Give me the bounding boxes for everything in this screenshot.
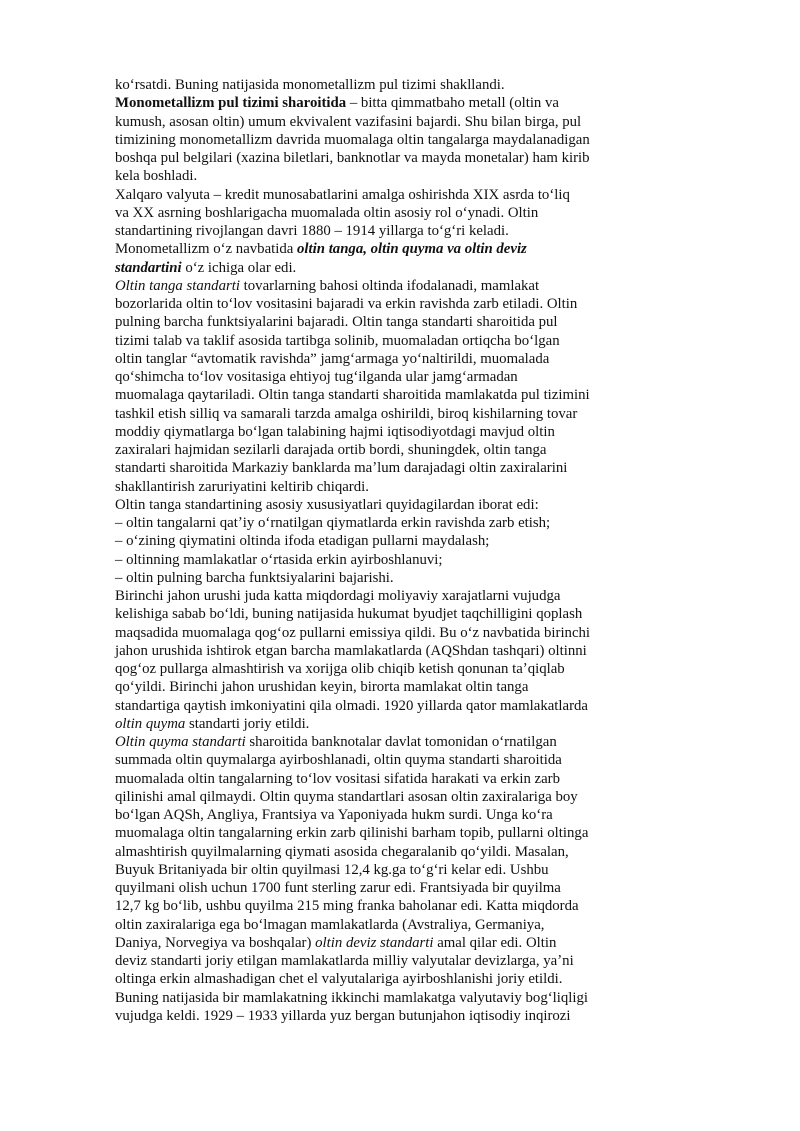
text-line: Monometallizm pul tizimi sharoitida – bitta qimmatbaho metall (oltin va <box>115 95 559 112</box>
text-line: kumush, asosan oltin) umum ekvivalent vazifasini bajardi. Shu bilan birga, pul <box>115 113 582 130</box>
italic-term: oltin deviz standarti <box>315 934 434 951</box>
text-line: qoʻyildi. Birinchi jahon urushidan keyin, birorta mamlakat oltin tanga <box>115 679 529 696</box>
text-line: standartining rivojlangan davri 1880 – 1914 yillarga toʻgʻri keladi. <box>115 223 509 239</box>
text-line: va XX asrning boshlarigacha muomalada oltin asosiy rol oʻynadi. Oltin <box>115 204 539 221</box>
text-line: Birinchi jahon urushi juda katta miqdordagi moliyaviy xarajatlarni vujudga <box>115 588 561 604</box>
text-line: Oltin quyma standarti sharoitida banknotalar davlat tomonidan oʻrnatilgan <box>115 734 557 750</box>
text-line: Daniya, Norvegiya va boshqalar) oltin deviz standarti amal qilar edi. Oltin <box>115 934 557 951</box>
text-line: qoʻshimcha toʻlov vositasiga ehtiyoj tugʻilganda ular jamgʻarmadan <box>115 369 518 385</box>
text-line: oltin quyma standarti joriy etildi. <box>115 715 310 732</box>
text-line: muomalaga qaytariladi. Oltin tanga standarti sharoitida mamlakatda pul tizimini <box>115 387 590 404</box>
list-item: – oltin tangalarni qatʼiy oʻrnatilgan qiymatlarda erkin ravishda zarb etish; <box>115 515 551 531</box>
text-line: Xalqaro valyuta – kredit munosabatlarini amalga oshirishda XIX asrda toʻliq <box>115 186 570 203</box>
text-line: oltin tanglar “avtomatik ravishda” jamgʻarmaga yoʻnaltirildi, muomalada <box>115 350 550 367</box>
bold-italic-term: oltin tanga, oltin quyma va oltin deviz <box>297 241 527 258</box>
text-line: Buning natijasida bir mamlakatning ikkinchi mamlakatga valyutaviy bogʻliqligi <box>115 989 588 1006</box>
text-line: oltin zaxiralariga ega boʻlmagan mamlakatlarda (Avstraliya, Germaniya, <box>115 916 545 933</box>
text-line: moddiy qiymatlarga boʻlgan talabining hajmi iqtisodiyotdagi mavjud oltin <box>115 423 555 440</box>
text-line: jahon urushida ishtirok etgan barcha mamlakatlarda (AQShdan tashqari) oltinni <box>115 642 587 659</box>
text-line: tizimi talab va taklif asosida tartibga solinib, muomaladan ortiqcha boʻlgan <box>115 332 560 349</box>
list-item: – oltinning mamlakatlar oʻrtasida erkin ayirboshlanuvi; <box>115 551 443 568</box>
document-page <box>115 76 635 1025</box>
text-line: bozorlarida oltin toʻlov vositasini bajaradi va erkin ravishda zarb etiladi. Oltin <box>115 296 578 312</box>
italic-term: Oltin quyma standarti <box>115 734 246 750</box>
text-line: deviz standarti joriy etilgan mamlakatlarda milliy valyutalar devizlarga, yaʼni <box>115 953 574 969</box>
text-line: standarti sharoitida Markaziy banklarda maʼlum darajadagi oltin zaxiralarini <box>115 460 568 477</box>
text-line: maqsadida muomalaga qogʻoz pullarni emissiya qildi. Bu oʻz navbatida birinchi <box>115 624 591 641</box>
text-line: shakllantirish zaruriyatini keltirib chiqardi. <box>115 478 369 495</box>
text-line: Oltin tanga standarti tovarlarning bahosi oltinda ifodalanadi, mamlakat <box>115 277 540 294</box>
text-line: qogʻoz pullarga almashtirish va xorijga olib chiqib ketish qonunan taʼqiqlab <box>115 661 565 677</box>
text-line: quyilmani olish uchun 1700 funt sterling zarur edi. Frantsiyada bir quyilma <box>115 880 561 896</box>
text-line: timizining monometallizm davrida muomalaga oltin tangalarga maydalanadigan <box>115 131 590 148</box>
list-item: – oltin pulning barcha funktsiyalarini bajarishi. <box>115 569 394 586</box>
text-line: Oltin tanga standartining asosiy xususiyatlari quyidagilardan iborat edi: <box>115 496 539 513</box>
text-line: kelishiga sabab boʻldi, buning natijasida hukumat byudjet taqchilligini qoplash <box>115 606 583 623</box>
text-line: vujudga keldi. 1929 – 1933 yillarda yuz bergan butunjahon iqtisodiy inqirozi <box>115 1007 571 1024</box>
text-line: muomalada oltin tangalarning toʻlov vositasi sifatida harakati va erkin zarb <box>115 770 560 787</box>
text-line: boshqa pul belgilari (xazina biletlari, banknotlar va mayda monetalar) ham kirib <box>115 150 590 166</box>
text-line: standartiga qaytish imkoniyatini qila olmadi. 1920 yillarda qator mamlakatlarda <box>115 697 588 714</box>
italic-term: Oltin tanga standarti <box>115 277 240 294</box>
text-line: koʻrsatdi. Buning natijasida monometallizm pul tizimi shakllandi. <box>115 77 505 93</box>
text-line: zaxiralari hajmidan sezilarli darajada ortib bordi, shuningdek, oltin tanga <box>115 442 547 458</box>
text-line: boʻlgan AQSh, Angliya, Frantsiya va Yaponiyada hukm surdi. Unga koʻra <box>115 807 553 823</box>
text-line: 12,7 kg boʻlib, ushbu quyilma 215 ming franka baholanar edi. Katta miqdorda <box>115 898 579 915</box>
text-line: Buyuk Britaniyada bir oltin quyilmasi 12,4 kg.ga toʻgʻri kelar edi. Ushbu <box>115 861 549 878</box>
text-line: Monometallizm oʻz navbatida oltin tanga, oltin quyma va oltin deviz <box>115 241 527 258</box>
bold-term: Monometallizm pul tizimi sharoitida <box>115 95 347 112</box>
bold-italic-term: standartini <box>115 259 182 276</box>
text-line: tashkil etish silliq va samarali tarzda amalga oshirildi, biroq kishilarning tovar <box>115 405 578 422</box>
text-line: oltinga erkin almashadigan chet el valyutalariga ayirboshlanishi joriy etildi. <box>115 971 563 988</box>
text-line: summada oltin quymalarga ayirboshlanadi, oltin quyma standarti sharoitida <box>115 752 562 769</box>
text-line: standartini oʻz ichiga olar edi. <box>115 259 297 276</box>
italic-term: oltin quyma <box>115 715 186 732</box>
text-line: qilinishi amal qilmaydi. Oltin quyma standartlari asosan oltin zaxiralariga boy <box>115 788 578 805</box>
text-line: almashtirish quyilmalarning qiymati asosida chegaralanib qoʻyildi. Masalan, <box>115 843 569 860</box>
list-item: – oʻzining qiymatini oltinda ifoda etadigan pullarni maydalash; <box>115 533 490 550</box>
text-line: kela boshladi. <box>115 168 198 185</box>
text-line: pulning barcha funktsiyalarini bajaradi. Oltin tanga standarti sharoitida pul <box>115 314 558 331</box>
text-line: muomalaga oltin tangalarning erkin zarb qilinishi barham topib, pullarni oltinga <box>115 825 589 842</box>
